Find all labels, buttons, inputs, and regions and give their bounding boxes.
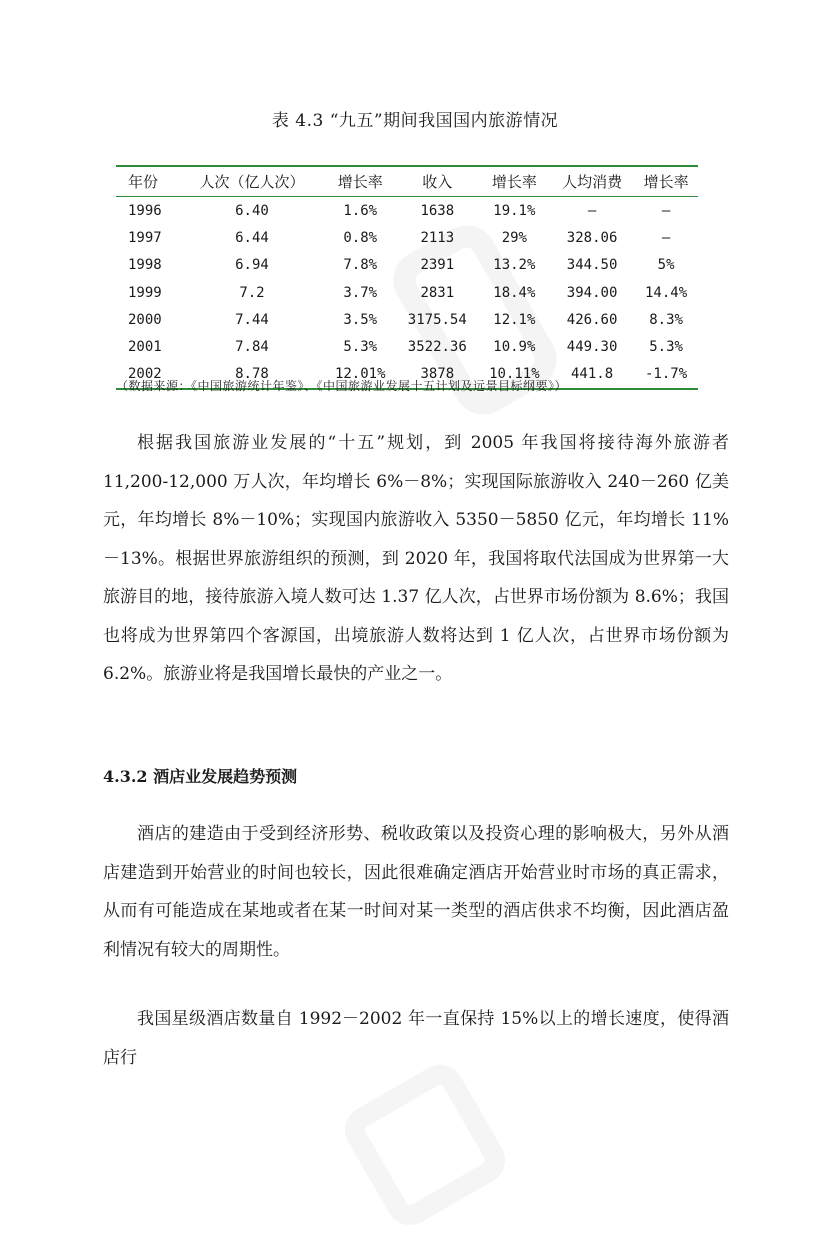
table-row [116, 252, 698, 279]
table-source-note: （数据来源：《中国旅游统计年鉴》、《中国旅游业发展十五计划及远景目标纲要》） [116, 379, 568, 393]
section-heading: 4.3.2 酒店业发展趋势预测 [103, 767, 298, 786]
cell-visits: 6.40 [235, 202, 269, 219]
cell-income: 3175.54 [407, 311, 467, 328]
paragraph-hotel-growth: 我国星级酒店数量自 1992－2002 年一直保持 15%以上的增长速度，使得酒店行 [103, 1009, 729, 1068]
cell-visits: 6.94 [235, 257, 269, 274]
table-row [116, 224, 698, 251]
header-visits: 人次（亿人次） [199, 173, 305, 191]
cell-visits-growth: 3.7% [343, 284, 378, 301]
cell-year: 1998 [128, 257, 162, 274]
cell-per-capita-growth: 8.3% [649, 311, 683, 328]
cell-visits: 6.44 [235, 229, 269, 246]
cell-per-capita-growth: 5% [657, 257, 675, 274]
cell-income-growth: 13.2% [493, 257, 536, 274]
cell-income: 2831 [420, 284, 455, 301]
cell-year: 2002 [128, 366, 162, 383]
cell-per-capita-growth: — [661, 229, 671, 246]
domestic-tourism-table [116, 165, 698, 390]
cell-income-growth: 29% [501, 229, 527, 246]
cell-per-capita-growth: — [661, 202, 671, 219]
cell-visits: 7.44 [235, 311, 269, 328]
cell-income: 2113 [420, 229, 455, 246]
cell-visits-growth: 3.5% [343, 311, 378, 328]
cell-per-capita: 344.50 [566, 257, 618, 274]
cell-visits: 7.2 [239, 284, 265, 301]
cell-per-capita: 441.8 [571, 366, 614, 383]
cell-year: 2001 [128, 339, 162, 356]
watermark-stamp-lower [336, 1056, 514, 1234]
table-row [116, 306, 698, 333]
cell-year: 1996 [128, 202, 162, 219]
cell-income-growth: 10.11% [489, 366, 540, 383]
cell-year: 2000 [128, 311, 162, 328]
header-per-capita: 人均消费 [562, 173, 623, 191]
header-per-capita-growth: 增长率 [643, 173, 689, 191]
cell-year: 1997 [128, 229, 162, 246]
cell-year: 1999 [128, 284, 162, 301]
cell-per-capita-growth: 5.3% [649, 339, 683, 356]
cell-income: 2391 [420, 257, 455, 274]
paragraph-hotel-cycle: 酒店的建造由于受到经济形势、税收政策以及投资心理的影响极大，另外从酒店建造到开始营业的时间也较长，因此很难确定酒店开始营业时市场的真正需求，从而有可能造成在某地或者在某一时间对某一类型的酒店供求不均衡，因此酒店盈利情况有较大的周期性。 [103, 824, 729, 960]
cell-visits: 7.84 [235, 339, 269, 356]
cell-per-capita-growth: 14.4% [645, 284, 688, 301]
cell-per-capita: 328.06 [566, 229, 618, 246]
cell-visits: 8.78 [235, 366, 269, 383]
cell-per-capita: 394.00 [566, 284, 618, 301]
header-year: 年份 [128, 173, 159, 191]
cell-visits-growth: 5.3% [343, 339, 378, 356]
cell-per-capita: — [587, 202, 597, 219]
paragraph-tourism-forecast: 根据我国旅游业发展的“十五”规划，到 2005 年我国将接待海外旅游者 11,200-12,000 万人次，年均增长 6%－8%；实现国际旅游收入 240－260 亿美元，年均增长 8%－10%；实现国内旅游收入 5350－5850 亿元，年均增长 11%－13%。根据世界旅游组织的预测，到 2020 年，我国将取代法国成为世界第一大旅游目的地，接待旅游入境人数可达 1.37 亿人次，占世界市场份额为 8.6%；我国也将成为世界第四个客源国，出境旅游人数将达到 1 亿人次，占世界市场份额为 6.2%。旅游业将是我国增长最快的产业之一。 [103, 433, 729, 684]
table-header-row [116, 166, 698, 197]
cell-income-growth: 18.4% [493, 284, 536, 301]
header-income-growth: 增长率 [491, 173, 537, 191]
cell-per-capita-growth: -1.7% [645, 366, 688, 383]
cell-per-capita: 426.60 [566, 311, 618, 328]
table-row [116, 197, 698, 225]
cell-income: 3878 [420, 366, 455, 383]
header-visits-growth: 增长率 [337, 173, 383, 191]
cell-income-growth: 10.9% [493, 339, 536, 356]
table-caption: 表 4.3 “九五”期间我国国内旅游情况 [271, 111, 559, 131]
cell-visits-growth: 7.8% [343, 257, 378, 274]
cell-visits-growth: 0.8% [343, 229, 378, 246]
cell-per-capita: 449.30 [566, 339, 618, 356]
header-income: 收入 [422, 173, 453, 191]
cell-income: 1638 [420, 202, 455, 219]
cell-income-growth: 12.1% [493, 311, 536, 328]
cell-visits-growth: 12.01% [334, 366, 386, 383]
table-row [116, 333, 698, 360]
cell-income: 3522.36 [407, 339, 467, 356]
cell-visits-growth: 1.6% [343, 202, 378, 219]
cell-income-growth: 19.1% [493, 202, 536, 219]
table-row [116, 279, 698, 306]
